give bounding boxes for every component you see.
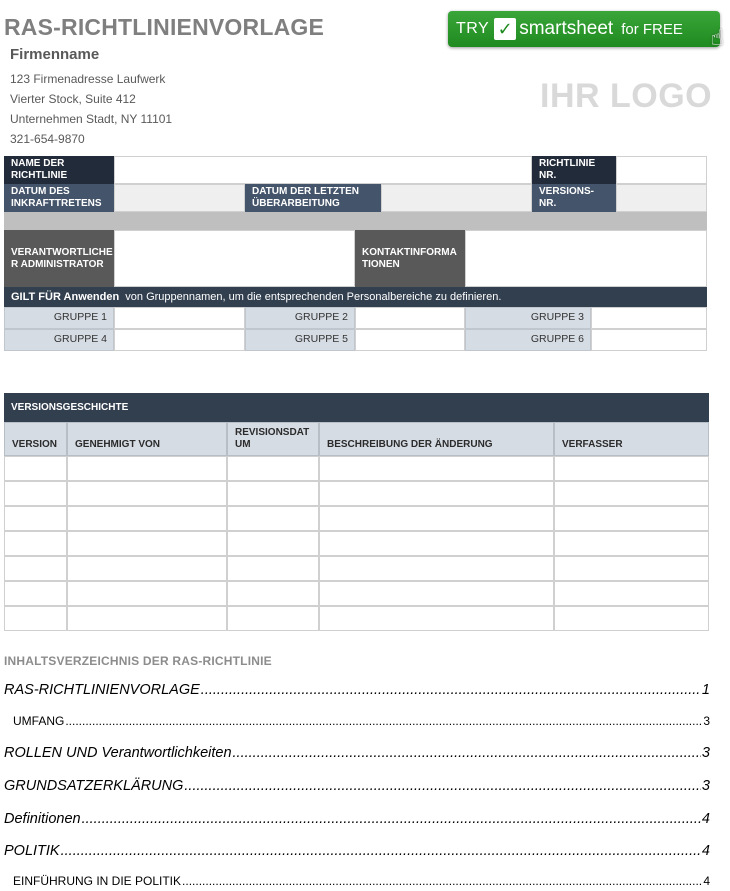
divider-band [4,212,707,230]
col-author: VERFASSER [554,422,709,456]
toc-entry[interactable] [4,843,710,859]
effective-date-field[interactable] [114,184,245,212]
admin-label: VERANTWORTLICHE R ADMINISTRATOR [4,230,114,287]
version-history-cell[interactable] [67,531,227,556]
toc-entry[interactable] [4,745,710,761]
version-history-cell[interactable] [227,531,319,556]
group-6-label: GRUPPE 6 [465,329,591,351]
toc-entry-page: 3 [701,778,710,794]
promo-free-text: for FREE [621,20,683,38]
version-history-cell[interactable] [4,581,67,606]
version-history-cell[interactable] [227,481,319,506]
version-history-cell[interactable] [554,556,709,581]
effective-date-label: DATUM DES INKRAFTTRETENS [4,184,114,212]
version-history-cell[interactable] [554,581,709,606]
col-approved-by: GENEHMIGT VON [67,422,227,456]
version-history-cell[interactable] [4,531,67,556]
toc-entry-text: ROLLEN UND Verantwortlichkeiten [4,745,232,761]
applies-to-label: GILT FÜR Anwenden [11,291,120,303]
version-history-title: VERSIONSGESCHICHTE [4,393,709,422]
toc-entry-page: 1 [701,682,710,698]
version-history-cell[interactable] [319,606,554,631]
version-history-cell[interactable] [554,531,709,556]
group-2-label: GRUPPE 2 [245,307,355,329]
toc-entry[interactable] [4,714,710,728]
version-history-cell[interactable] [4,506,67,531]
policy-number-field[interactable] [616,156,707,184]
address-line-1: 123 Firmenadresse Laufwerk [10,72,166,86]
version-history-cell[interactable] [67,506,227,531]
applies-to-bar [4,287,707,307]
version-history-cell[interactable] [227,556,319,581]
group-2-field[interactable] [355,307,465,329]
col-revision-date: REVISIONSDAT UM [227,422,319,456]
version-history-cell[interactable] [67,556,227,581]
admin-field[interactable] [114,230,355,287]
policy-name-label: NAME DER RICHTLINIE [4,156,114,184]
version-history-cell[interactable] [554,481,709,506]
group-5-label: GRUPPE 5 [245,329,355,351]
policy-name-field[interactable] [114,156,532,184]
version-history-cell[interactable] [4,556,67,581]
toc-entry-page: 3 [703,714,710,728]
group-6-field[interactable] [591,329,707,351]
smartsheet-promo-button[interactable] [448,11,724,50]
toc-entry[interactable] [4,811,710,827]
policy-number-label: RICHTLINIE NR. [532,156,616,184]
address-line-3: Unternehmen Stadt, NY 11101 [10,112,173,126]
toc-entry-text: RAS-RICHTLINIENVORLAGE [4,682,200,698]
version-history-cell[interactable] [319,456,554,481]
company-name: Firmenname [10,46,100,63]
version-history-cell[interactable] [67,581,227,606]
group-1-label: GRUPPE 1 [4,307,114,329]
group-1-field[interactable] [114,307,245,329]
version-history-cell[interactable] [319,481,554,506]
last-revision-label: DATUM DER LETZTEN ÜBERARBEITUNG [245,184,381,212]
toc-entry-text: UMFANG [13,714,65,728]
phone-number: 321-654-9870 [10,132,85,146]
last-revision-field[interactable] [381,184,532,212]
group-3-label: GRUPPE 3 [465,307,591,329]
promo-brand-text: smartsheet [519,18,614,39]
version-history-cell[interactable] [554,456,709,481]
group-3-field[interactable] [591,307,707,329]
version-history-cell[interactable] [67,606,227,631]
version-history-cell[interactable] [554,606,709,631]
contact-label: KONTAKTINFORMA TIONEN [355,230,465,287]
toc-entry-page: 4 [701,843,710,859]
version-history-cell[interactable] [67,481,227,506]
applies-to-text: von Gruppennamen, um die entsprechenden Personalbereiche zu definieren. [125,291,502,303]
toc-entry-page: 4 [703,874,710,888]
toc-entry[interactable] [4,778,710,794]
version-number-label: VERSIONS-NR. [532,184,616,212]
toc-entry-page: 4 [701,811,710,827]
toc-entry-page: 3 [701,745,710,761]
logo-placeholder: IHR LOGO [540,77,713,115]
group-4-field[interactable] [114,329,245,351]
group-5-field[interactable] [355,329,465,351]
version-history-cell[interactable] [319,556,554,581]
address-line-2: Vierter Stock, Suite 412 [10,92,136,106]
promo-try-text: TRY [456,20,490,37]
toc-title: INHALTSVERZEICHNIS DER RAS-RICHTLINIE [4,654,272,668]
version-history-cell[interactable] [227,606,319,631]
toc-entry-text: Definitionen [4,811,81,827]
toc-entry-text: GRUNDSATZERKLÄRUNG [4,778,184,794]
document-title: RAS-RICHTLINIENVORLAGE [4,14,325,40]
col-version: VERSION [4,422,67,456]
check-icon: ✓ [494,18,516,40]
contact-field[interactable] [465,230,707,287]
version-history-cell[interactable] [4,481,67,506]
version-history-cell[interactable] [4,456,67,481]
toc-entry-text: POLITIK [4,843,60,859]
version-history-cell[interactable] [319,506,554,531]
version-history-cell[interactable] [227,506,319,531]
version-history-cell[interactable] [319,531,554,556]
col-change-description: BESCHREIBUNG DER ÄNDERUNG [319,422,554,456]
group-4-label: GRUPPE 4 [4,329,114,351]
version-history-cell[interactable] [227,456,319,481]
version-history-cell[interactable] [4,606,67,631]
version-history-cell[interactable] [319,581,554,606]
toc-entry[interactable] [4,874,710,888]
pointer-hand-icon: ☝ [710,25,724,50]
toc-entry-text: EINFÜHRUNG IN DIE POLITIK [13,874,182,888]
toc-entry[interactable] [4,682,710,698]
version-history-cell[interactable] [554,506,709,531]
version-history-cell[interactable] [227,581,319,606]
version-number-field[interactable] [616,184,707,212]
version-history-cell[interactable] [67,456,227,481]
